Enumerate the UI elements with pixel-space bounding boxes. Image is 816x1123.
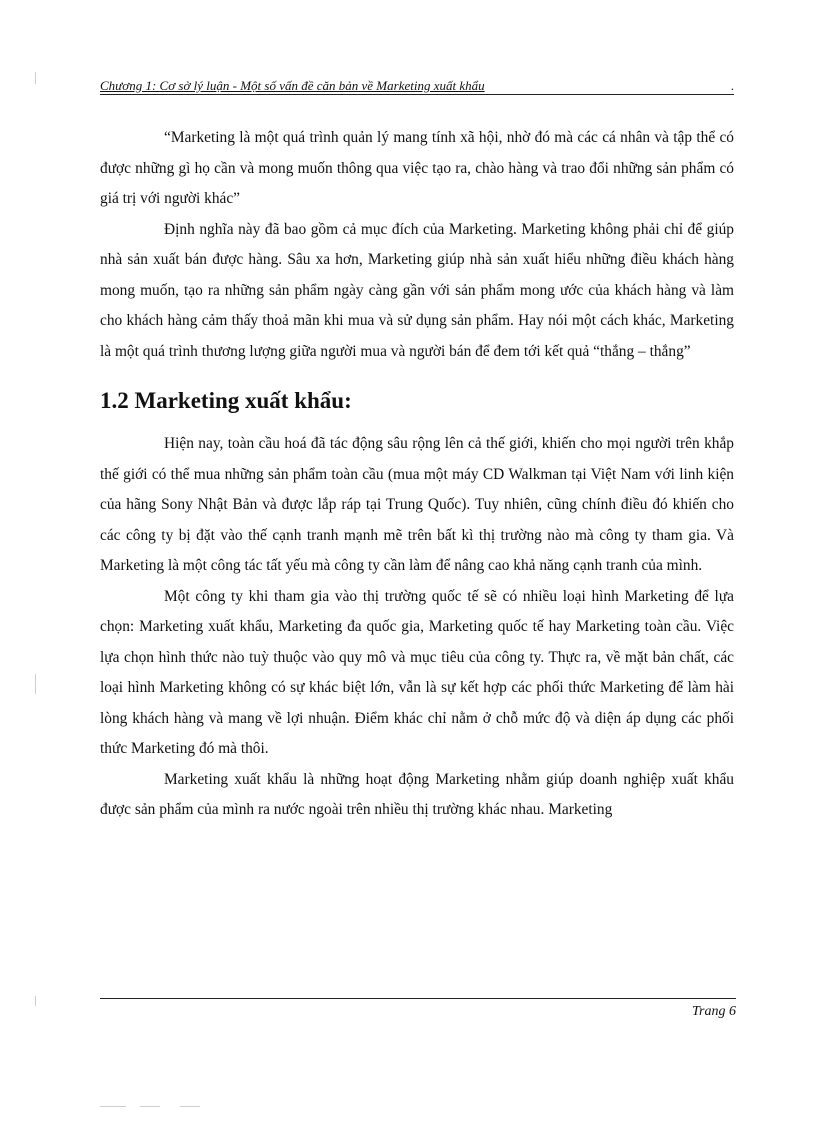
header-title: Chương 1: Cơ sở lý luận - Một số vấn đề căn bản về Marketing xuất khẩu bbox=[100, 78, 485, 93]
scan-artifact-bottom-3 bbox=[180, 1106, 200, 1107]
paragraph-definition-explanation: Định nghĩa này đã bao gồm cả mục đích của Marketing. Marketing không phải chỉ để giúp nhà sản xuất bán được hàng. Sâu xa hơn, Marketing giúp nhà sản xuất hiểu những điều khách hàng mong muốn, tạo ra những sản phẩm ngày càng gần với sản phẩm mong ước của khách hàng và làm cho khách hàng cảm thấy thoả mãn khi mua và sử dụng sản phẩm. Hay nói một cách khác, Marketing là một quá trình thương lượng giữa người mua và người bán để đem tới kết quả “thắng – thắng” bbox=[100, 220, 734, 360]
paragraph-export-marketing: Marketing xuất khẩu là những hoạt động Marketing nhằm giúp doanh nghiệp xuất khẩu được sản phẩm của mình ra nước ngoài trên nhiều thị trường khác nhau. Marketing bbox=[100, 770, 734, 818]
scan-artifact-bottom-2 bbox=[140, 1106, 160, 1107]
page-body bbox=[100, 123, 734, 826]
scan-artifact-bottom-1 bbox=[100, 1106, 126, 1107]
running-header bbox=[100, 78, 734, 95]
header-dot: . bbox=[730, 78, 734, 93]
paragraph-globalization: Hiện nay, toàn cầu hoá đã tác động sâu rộng lên cả thế giới, khiến cho mọi người trên khắp thế giới có thể mua những sản phẩm toàn cầu (mua một máy CD Walkman tại Việt Nam với linh kiện của hãng Sony Nhật Bản và được lắp ráp tại Trung Quốc). Tuy nhiên, cũng chính điều đó khiến cho các công ty bị đặt vào thế cạnh tranh mạnh mẽ trên bất kì thị trường nào mà công ty tham gia. Và Marketing là một công tác tất yếu mà công ty cần làm để nâng cao khả năng cạnh tranh của mình. bbox=[100, 435, 734, 574]
paragraph-marketing-types: Một công ty khi tham gia vào thị trường quốc tế sẽ có nhiều loại hình Marketing để lựa chọn: Marketing xuất khẩu, Marketing đa quốc gia, Marketing quốc tế hay Marketing toàn cầu. Việc lựa chọn hình thức nào tuỳ thuộc vào quy mô và mục tiêu của công ty. Thực ra, về mặt bản chất, các loại hình Marketing không có sự khác biệt lớn, vẫn là sự kết hợp các phối thức Marketing để làm hài lòng khách hàng và mang về lợi nhuận. Điểm khác chỉ nằm ở chỗ mức độ và diện áp dụng các phối thức Marketing đó mà thôi. bbox=[100, 587, 734, 757]
scan-artifact-left-3 bbox=[35, 996, 36, 1006]
paragraph-definition-quote: “Marketing là một quá trình quản lý mang tính xã hội, nhờ đó mà các cá nhân và tập thể có được những gì họ cần và mong muốn thông qua việc tạo ra, chào hàng và trao đổi những sản phẩm có giá trị với người khác” bbox=[100, 129, 734, 207]
section-heading: 1.2 Marketing xuất khẩu: bbox=[100, 388, 352, 413]
footer-rule bbox=[100, 998, 736, 999]
scan-artifact-left-2 bbox=[35, 674, 36, 694]
page-number: Trang 6 bbox=[692, 1004, 736, 1019]
scan-artifact-left-1 bbox=[35, 72, 36, 84]
